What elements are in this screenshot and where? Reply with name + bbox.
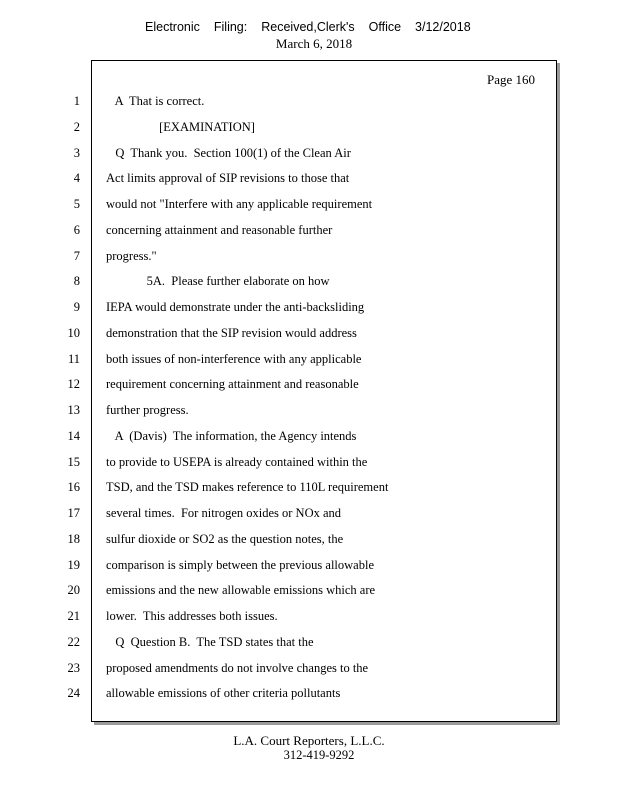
line-number: 11 (67, 352, 80, 366)
stamp-word: Electronic (145, 20, 200, 34)
stamp-word: Filing: (213, 20, 248, 34)
line-number: 6 (73, 223, 80, 237)
line-text: demonstration that the SIP revision would address (106, 326, 357, 340)
filing-stamp (145, 20, 485, 34)
line-text: allowable emissions of other criteria pollutants (106, 686, 341, 700)
line-number: 20 (67, 583, 80, 597)
line-text: emissions and the new allowable emissions which are (106, 583, 376, 597)
line-text: sulfur dioxide or SO2 as the question notes, the (106, 532, 344, 546)
line-text: requirement concerning attainment and reasonable (106, 377, 359, 391)
line-number: 22 (67, 635, 80, 649)
line-text: progress." (106, 249, 157, 263)
line-text: Q Thank you. Section 100(1) of the Clean Air (106, 146, 351, 160)
line-number: 14 (67, 429, 80, 443)
line-text: TSD, and the TSD makes reference to 110L requirement (106, 480, 389, 494)
court-reporter: L.A. Court Reporters, L.L.C. (233, 733, 385, 748)
page-number: Page 160 (487, 72, 536, 87)
transcript-date: March 6, 2018 (275, 36, 353, 51)
line-text: concerning attainment and reasonable further (106, 223, 333, 237)
line-number: 3 (73, 146, 80, 160)
line-text: comparison is simply between the previous allowable (106, 558, 374, 572)
line-text: lower. This addresses both issues. (106, 609, 278, 623)
stamp-word: 3/12/2018 (415, 20, 471, 34)
line-number: 9 (73, 300, 80, 314)
line-number: 19 (67, 558, 80, 572)
line-number: 7 (73, 249, 80, 263)
reporter-phone: 312-419-9292 (283, 748, 355, 762)
line-number: 5 (73, 197, 80, 211)
line-text: [EXAMINATION] (106, 120, 255, 134)
line-text: further progress. (106, 403, 189, 417)
line-text: A (Davis) The information, the Agency intends (106, 429, 357, 443)
line-text: proposed amendments do not involve changes to the (106, 661, 369, 675)
line-number: 1 (73, 94, 80, 108)
line-number: 8 (73, 274, 80, 288)
line-number: 2 (73, 120, 80, 134)
line-number: 4 (73, 171, 80, 185)
line-number: 17 (67, 506, 80, 520)
line-number: 24 (67, 686, 80, 700)
line-text: Q Question B. The TSD states that the (106, 635, 314, 649)
stamp-word: Office (368, 20, 402, 34)
line-number: 16 (67, 480, 80, 494)
line-text: 5A. Please further elaborate on how (106, 274, 330, 288)
line-text: IEPA would demonstrate under the anti-backsliding (106, 300, 365, 314)
line-text: to provide to USEPA is already contained within the (106, 455, 368, 469)
line-number: 18 (67, 532, 80, 546)
line-text: both issues of non-interference with any applicable (106, 352, 362, 366)
line-text: several times. For nitrogen oxides or NOx and (106, 506, 342, 520)
line-number: 12 (67, 377, 80, 391)
line-text: Act limits approval of SIP revisions to those that (106, 171, 350, 185)
line-number: 15 (67, 455, 80, 469)
line-text: A That is correct. (106, 94, 205, 108)
stamp-word: Received,Clerk's (261, 20, 355, 34)
line-number: 10 (67, 326, 80, 340)
line-text: would not "Interfere with any applicable requirement (106, 197, 373, 211)
line-number: 21 (67, 609, 80, 623)
line-number: 13 (67, 403, 80, 417)
line-number: 23 (67, 661, 80, 675)
